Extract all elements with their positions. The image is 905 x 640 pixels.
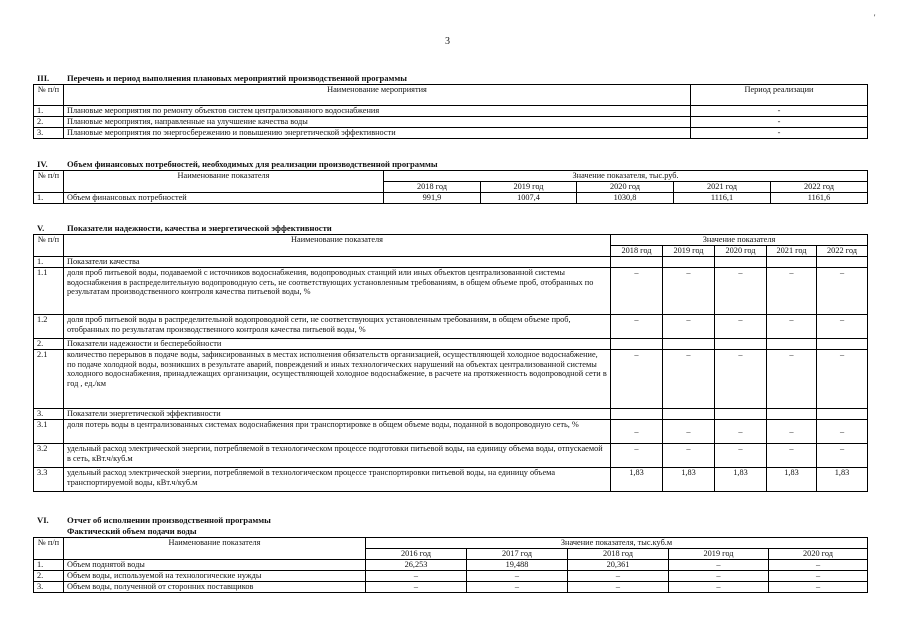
year-header: 2021 год [767,246,817,257]
col-value-header: Значение показателя, тыс.руб. [384,171,868,182]
value-cell: 1,83 [611,468,663,492]
value-cell: – [611,444,663,468]
table-row [34,468,868,492]
value-cell: – [715,444,767,468]
col-num-header: № п/п [34,235,64,257]
col-value-header: Значение показателя [611,235,868,246]
col-num-header: № п/п [34,171,64,193]
col-period-header: Период реализации [691,85,868,106]
row-number: 3.2 [34,444,64,468]
value-cell: – [769,582,868,593]
value-cell: – [366,571,467,582]
table-row [34,582,868,593]
value-cell: – [769,560,868,571]
value-cell: – [767,420,817,444]
value-cell: – [663,420,715,444]
section-3-heading [37,73,407,83]
value-cell: – [767,444,817,468]
value-cell: – [817,420,868,444]
col-name-header: Наименование показателя [64,538,366,560]
row-name: Плановые мероприятия по ремонту объектов систем централизованного водоснабжения [64,106,691,117]
section-5-table [33,234,868,492]
row-number: 1.2 [34,315,64,339]
value-cell: – [767,315,817,339]
value-cell: – [611,315,663,339]
row-number: 1. [34,193,64,204]
row-number: 1. [34,106,64,117]
row-name: Плановые мероприятия, направленные на улучшение качества воды [64,117,691,128]
section-6-heading [37,515,271,525]
year-header: 2022 год [771,182,868,193]
value-cell: – [467,582,568,593]
group-row [34,409,868,420]
row-number: 1.1 [34,268,64,315]
value-cell: – [817,315,868,339]
col-name-header: Наименование мероприятия [64,85,691,106]
value-cell: 1,83 [767,468,817,492]
corner-mark: ' [874,13,876,22]
table-row [34,117,868,128]
section-6-table [33,537,868,593]
year-header: 2018 год [611,246,663,257]
section-4-number: IV. [37,159,48,169]
row-number: 3. [34,128,64,139]
year-header: 2019 год [481,182,577,193]
row-number: 3.3 [34,468,64,492]
value-cell: – [715,268,767,315]
section-6-number: VI. [37,515,49,525]
table-row [34,106,868,117]
row-name: удельный расход электрической энергии, потребляемой в технологическом процессе транспортировки питьевой воды, на единицу объема транспортируемой воды, кВт.ч/куб.м [64,468,611,492]
table-row [34,350,868,409]
value-cell: 991,9 [384,193,481,204]
year-header: 2018 год [568,549,669,560]
year-header: 2022 год [817,246,868,257]
group-name: Показатели надежности и бесперебойности [64,339,611,350]
value-cell: – [767,350,817,409]
year-header: 2019 год [663,246,715,257]
table-row [34,571,868,582]
value-cell: – [568,582,669,593]
row-number: 2. [34,117,64,128]
value-cell: – [817,350,868,409]
row-name: удельный расход электрической энергии, потребляемой в технологическом процессе подготовки питьевой воды, на единицу объема воды, отпускаемой в сеть, кВт.ч/куб.м [64,444,611,468]
value-cell: – [611,268,663,315]
table-row [34,420,868,444]
col-num-header: № п/п [34,538,64,560]
year-header: 2020 год [577,182,674,193]
year-header: 2019 год [669,549,769,560]
table-row [34,193,868,204]
value-cell: – [817,444,868,468]
value-cell: 1,83 [715,468,767,492]
value-cell: 1007,4 [481,193,577,204]
group-row [34,339,868,350]
value-cell: – [769,571,868,582]
row-period: - [691,117,868,128]
section-4-title: Объем финансовых потребностей, необходимых для реализации производственной программы [67,159,438,169]
value-cell: – [715,420,767,444]
row-name: Объем поднятой воды [64,560,366,571]
value-cell: – [467,571,568,582]
value-cell: – [366,582,467,593]
group-name: Показатели качества [64,257,611,268]
section-5-number: V. [37,223,45,233]
col-value-header: Значение показателя, тыс.куб.м [366,538,868,549]
row-name: Объем воды, полученной от сторонних поставщиков [64,582,366,593]
row-name: Объем финансовых потребностей [64,193,384,204]
row-name: количество перерывов в подаче воды, зафиксированных в местах исполнения обязательств организацией, осуществляющей холодное водоснабжение, по подаче холодной воды, возникших в результате аварий, повреждений и иных технологических нарушений на объектах централизованной системы холодного водоснабжения, принадлежащих организации, осуществляющей холодное водоснабжение, в расчете на протяженность водопроводной сети в год , ед./км [64,350,611,409]
section-3-number: III. [37,73,50,83]
row-period: - [691,128,868,139]
col-num-header: № п/п [34,85,64,106]
value-cell: – [663,350,715,409]
value-cell: 1,83 [817,468,868,492]
row-name: Плановые мероприятия по энергосбережению и повышению энергетической эффективности [64,128,691,139]
year-header: 2016 год [366,549,467,560]
value-cell: – [663,444,715,468]
row-name: доля потерь воды в централизованных системах водоснабжения при транспортировке в общем объеме воды, поданной в водопроводную сеть, % [64,420,611,444]
section-6-title: Отчет об исполнении производственной программы [67,515,271,525]
value-cell: – [669,560,769,571]
value-cell: 26,253 [366,560,467,571]
value-cell: 1,83 [663,468,715,492]
row-number: 2.1 [34,350,64,409]
group-number: 2. [34,339,64,350]
year-header: 2018 год [384,182,481,193]
value-cell: 1161,6 [771,193,868,204]
value-cell: – [611,420,663,444]
row-period: - [691,106,868,117]
value-cell: – [715,350,767,409]
section-5-heading [37,223,332,233]
section-3-title: Перечень и период выполнения плановых мероприятий производственной программы [67,73,407,83]
row-number: 3.1 [34,420,64,444]
value-cell: – [669,571,769,582]
section-5-title: Показатели надежности, качества и энергетической эффективности [67,223,332,233]
col-name-header: Наименование показателя [64,235,611,257]
year-header: 2017 год [467,549,568,560]
value-cell: – [663,315,715,339]
col-name-header: Наименование показателя [64,171,384,193]
section-6-subtitle: Фактический объем подачи воды [67,526,197,536]
group-number: 1. [34,257,64,268]
row-number: 3. [34,582,64,593]
year-header: 2020 год [715,246,767,257]
year-header: 2021 год [674,182,771,193]
year-header: 2020 год [769,549,868,560]
group-row [34,257,868,268]
group-number: 3. [34,409,64,420]
group-name: Показатели энергетической эффективности [64,409,611,420]
value-cell: – [568,571,669,582]
row-name: доля проб питьевой воды, подаваемой с источников водоснабжения, водопроводных станций или иных объектов централизованной системы водоснабжения в распределительную водопроводную сеть, не соответствующих установленным требованиям, в общем объеме проб, отобранных по результатам производственного контроля качества питьевой воды, % [64,268,611,315]
table-row [34,560,868,571]
value-cell: – [817,268,868,315]
value-cell: – [669,582,769,593]
page-number: 3 [445,36,450,47]
table-row [34,128,868,139]
value-cell: – [767,268,817,315]
row-name: доля проб питьевой воды в распределительной водопроводной сети, не соответствующих установленным требованиям, в общем объеме проб, отобранных по результатам производственного контроля качества питьевой воды, % [64,315,611,339]
value-cell: – [663,268,715,315]
value-cell: 1030,8 [577,193,674,204]
row-number: 2. [34,571,64,582]
row-number: 1. [34,560,64,571]
table-row [34,268,868,315]
table-row [34,315,868,339]
value-cell: 19,488 [467,560,568,571]
section-3-table [33,84,868,139]
value-cell: 1116,1 [674,193,771,204]
value-cell: 20,361 [568,560,669,571]
row-name: Объем воды, используемой на технологические нужды [64,571,366,582]
section-4-heading [37,159,438,169]
value-cell: – [611,350,663,409]
value-cell: – [715,315,767,339]
table-row [34,444,868,468]
section-4-table [33,170,868,204]
